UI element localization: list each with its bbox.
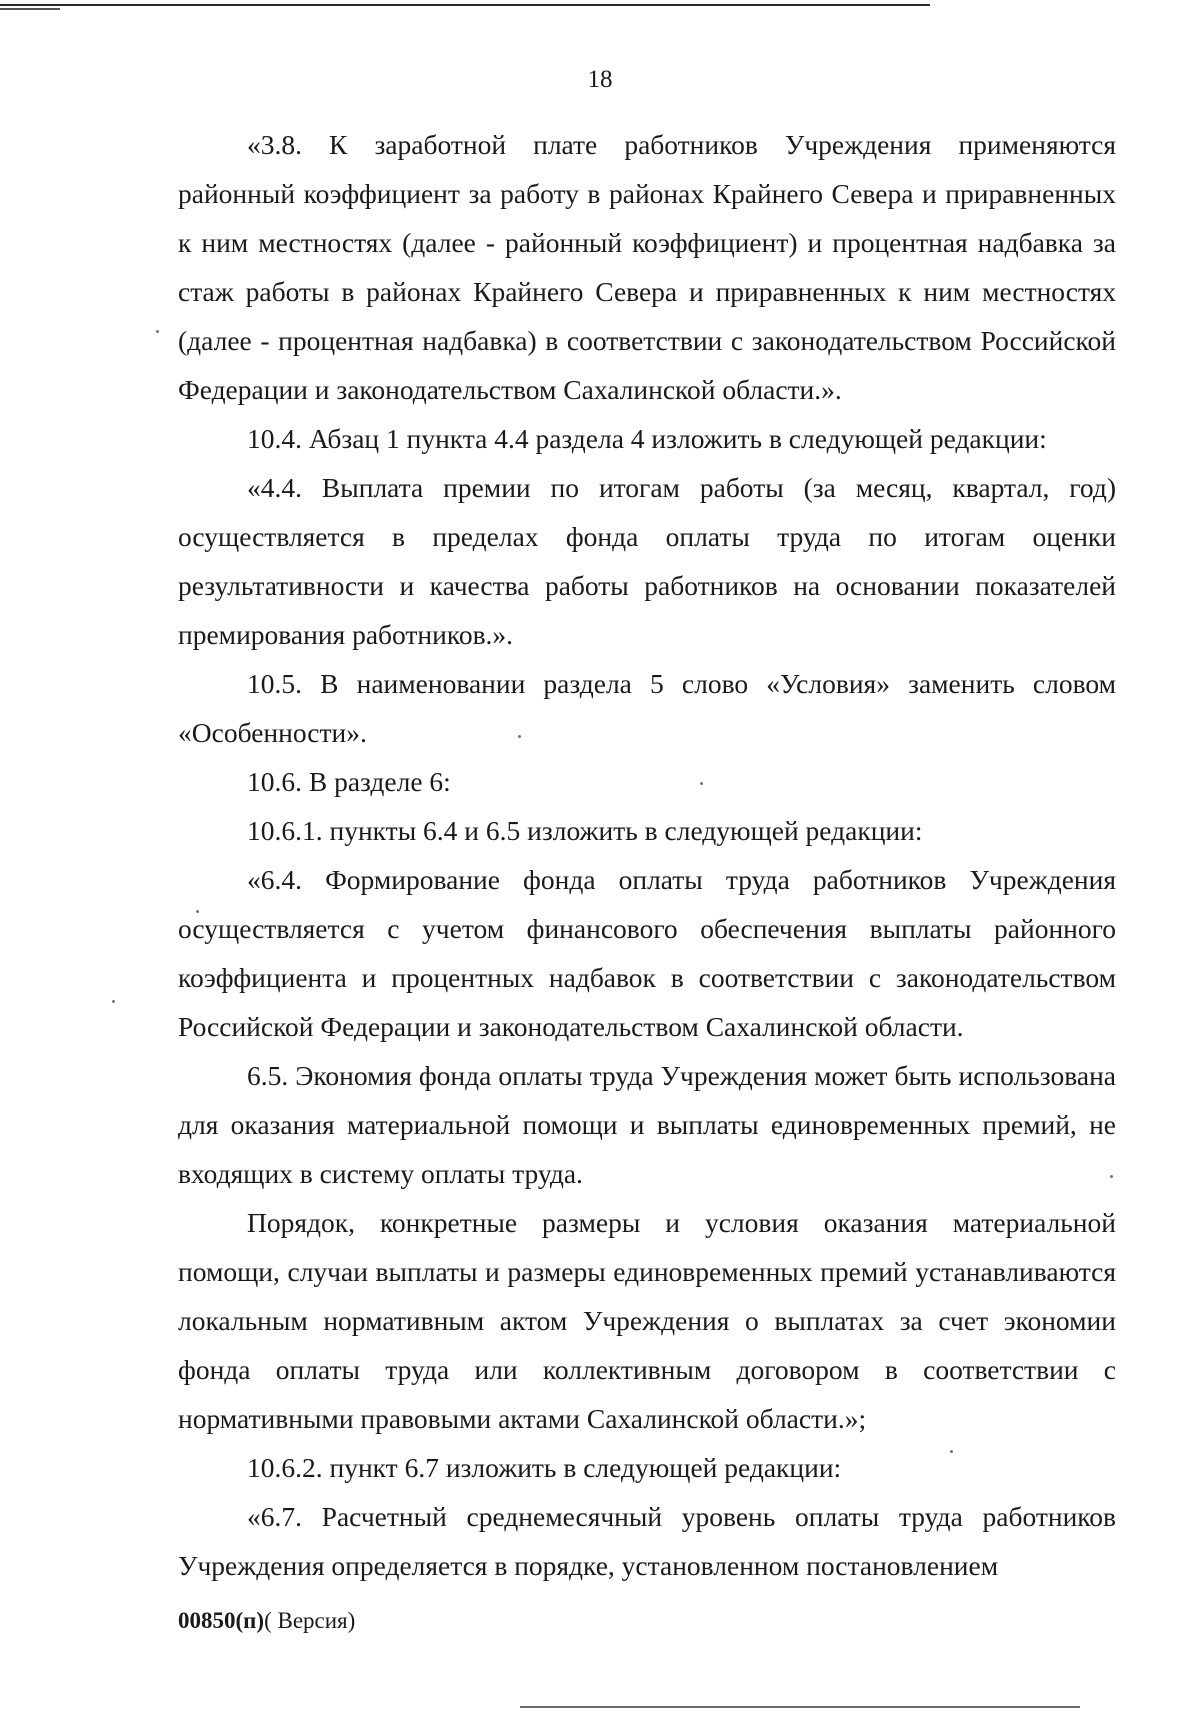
scan-speck bbox=[112, 1000, 115, 1003]
scan-speck bbox=[156, 330, 159, 333]
footer-version-label: ( Версия) bbox=[264, 1608, 356, 1633]
page-number: 18 bbox=[587, 66, 613, 93]
footer-document-code: 00850(п) bbox=[178, 1608, 265, 1633]
scan-speck bbox=[950, 1450, 953, 1453]
paragraph-6-7: «6.7. Расчетный среднемесячный уровень оплаты труда работников Учреждения определяется в порядке, установленном постановлением bbox=[178, 1501, 1116, 1581]
scan-top-edge-line bbox=[0, 4, 930, 6]
document-footer bbox=[178, 1608, 355, 1634]
paragraph-10-6: 10.6. В разделе 6: bbox=[247, 766, 451, 797]
paragraph-10-6-1: 10.6.1. пункты 6.4 и 6.5 изложить в следующей редакции: bbox=[247, 815, 923, 846]
scan-top-edge-mark bbox=[0, 8, 60, 10]
scan-speck bbox=[196, 910, 199, 913]
paragraph-3-8: «3.8. К заработной плате работников Учреждения применяются районный коэффициент за работу в районах Крайнего Севера и приравненных к ним местностях (далее - районный коэффициент) и процентная надбавка за стаж работы в районах Крайнего Севера и приравненных к ним местностях (далее - процентная надбавка) в соответствии с законодательством Российской Федерации и законодательством Сахалинской области.». bbox=[178, 129, 1116, 405]
paragraph-procedure: Порядок, конкретные размеры и условия оказания материальной помощи, случаи выплаты и размеры единовременных премий устанавливаются локальным нормативным актом Учреждения о выплатах за счет экономии фонда оплаты труда или коллективным договором в соответствии с нормативными правовыми актами Сахалинской области.»; bbox=[178, 1207, 1116, 1434]
scan-speck bbox=[1110, 1175, 1113, 1178]
paragraph-10-4: 10.4. Абзац 1 пункта 4.4 раздела 4 изложить в следующей редакции: bbox=[247, 423, 1047, 454]
scan-speck bbox=[700, 782, 703, 785]
document-body bbox=[178, 120, 1116, 1590]
paragraph-10-5: 10.5. В наименовании раздела 5 слово «Условия» заменить словом «Особенности». bbox=[178, 668, 1116, 748]
paragraph-6-4: «6.4. Формирование фонда оплаты труда работников Учреждения осуществляется с учетом финансового обеспечения выплаты районного коэффициента и процентных надбавок в соответствии с законодательством Российской Федерации и законодательством Сахалинской области. bbox=[178, 864, 1116, 1042]
scan-bottom-edge-line bbox=[520, 1706, 1080, 1708]
paragraph-6-5: 6.5. Экономия фонда оплаты труда Учреждения может быть использована для оказания материальной помощи и выплаты единовременных премий, не входящих в систему оплаты труда. bbox=[178, 1060, 1116, 1189]
paragraph-10-6-2: 10.6.2. пункт 6.7 изложить в следующей редакции: bbox=[247, 1452, 842, 1483]
paragraph-4-4: «4.4. Выплата премии по итогам работы (за месяц, квартал, год) осуществляется в пределах фонда оплаты труда по итогам оценки результативности и качества работы работников на основании показателей премирования работников.». bbox=[178, 472, 1116, 650]
scan-speck bbox=[518, 735, 521, 738]
